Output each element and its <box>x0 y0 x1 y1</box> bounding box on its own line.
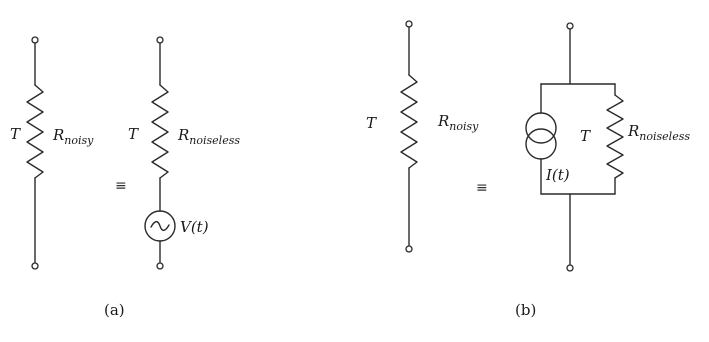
top-terminal <box>157 37 163 43</box>
panel-a-noisy-resistor-circuit <box>10 37 94 269</box>
top-terminal <box>406 21 412 27</box>
resistor-label: $R_{noiseless}$ <box>178 126 240 147</box>
temperature-label: T <box>580 127 591 145</box>
temperature-label: T <box>366 114 377 132</box>
voltage-source-label: V(t) <box>180 218 209 236</box>
resistor-zigzag <box>152 85 168 178</box>
resistor-zigzag <box>27 85 43 178</box>
current-source-lower-circle-icon <box>526 129 556 159</box>
resistor-zigzag <box>607 95 623 178</box>
current-source-label: I(t) <box>546 166 570 184</box>
panel-b <box>366 21 690 319</box>
panel-b-noiseless-circuit <box>526 23 690 271</box>
panel-a <box>10 37 240 319</box>
bottom-terminal <box>567 265 573 271</box>
resistor-label: $R_{noisy}$ <box>53 126 94 147</box>
caption-a: (a) <box>104 301 125 319</box>
caption-b: (b) <box>515 301 537 319</box>
ac-tilde-icon <box>151 222 169 231</box>
current-source-upper-circle-icon <box>526 113 556 143</box>
equivalence-symbol: ≡ <box>476 180 488 196</box>
temperature-label: T <box>128 125 139 143</box>
top-terminal <box>567 23 573 29</box>
resistor-label: $R_{noisy}$ <box>438 112 479 133</box>
bottom-terminal <box>32 263 38 269</box>
top-terminal <box>32 37 38 43</box>
bottom-terminal <box>406 246 412 252</box>
panel-b-noisy-resistor-circuit <box>366 21 479 252</box>
equivalence-symbol: ≡ <box>115 178 127 194</box>
bottom-terminal <box>157 263 163 269</box>
panel-a-noiseless-circuit <box>128 37 240 269</box>
resistor-label: $R_{noiseless}$ <box>628 122 690 143</box>
temperature-label: T <box>10 125 21 143</box>
resistor-zigzag <box>401 75 417 168</box>
